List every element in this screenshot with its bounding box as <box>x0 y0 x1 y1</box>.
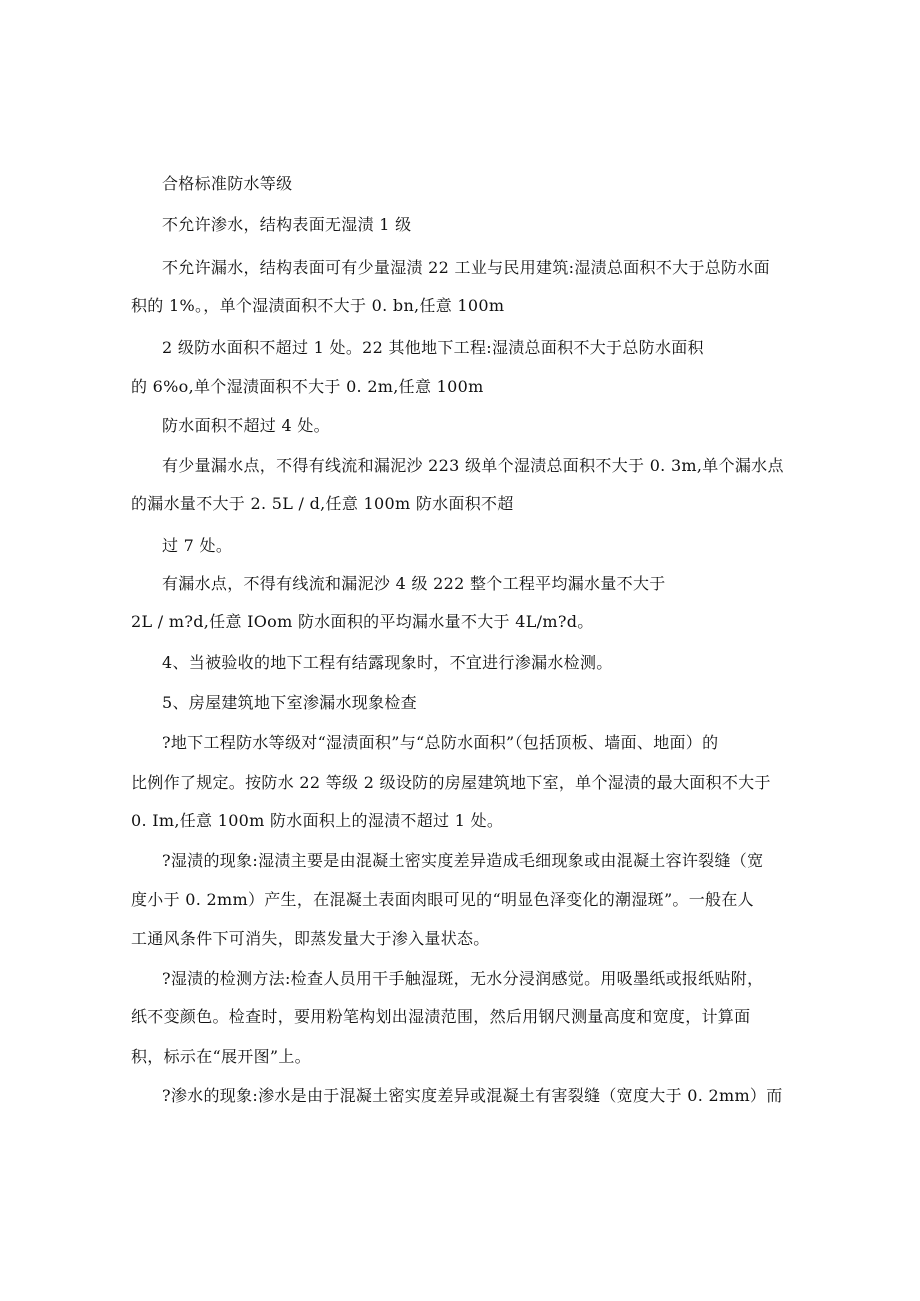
text-line: 有漏水点，不得有线流和漏泥沙 4 级 222 整个工程平均漏水量不大于 <box>162 574 666 593</box>
text-line: 不允许漏水，结构表面可有少量湿渍 22 工业与民用建筑:湿渍总面积不大于总防水面 <box>162 258 770 277</box>
text-line: 度小于 0. 2mm）产生，在混凝土表面肉眼可见的“明显色泽变化的潮湿斑”。一般在人 <box>131 890 754 909</box>
text-line: 2 级防水面积不超过 1 处。22 其他地下工程:湿渍总面积不大于总防水面积 <box>162 338 704 357</box>
text-line: 过 7 处。 <box>162 536 233 555</box>
text-line: 2L / m?d,任意 IOom 防水面积的平均漏水量不大于 4L/m?d。 <box>131 612 594 631</box>
text-line: 5、房屋建筑地下室渗漏水现象检查 <box>162 693 417 712</box>
text-line: 纸不变颜色。检查时，要用粉笔构划出湿渍范围，然后用钢尺测量高度和宽度，计算面 <box>131 1007 751 1026</box>
text-line: 的漏水量不大于 2. 5L / d,任意 100m 防水面积不超 <box>131 494 514 513</box>
text-line: 积，标示在“展开图”上。 <box>131 1047 311 1066</box>
text-line: 防水面积不超过 4 处。 <box>162 416 330 435</box>
text-line: 有少量漏水点，不得有线流和漏泥沙 223 级单个湿渍总面积不大于 0. 3m,单个漏水点 <box>162 456 784 475</box>
text-line: 的 6%o,单个湿渍面积不大于 0. 2m,任意 100m <box>131 377 484 396</box>
text-line: 工通风条件下可消失，即蒸发量大于渗入量状态。 <box>131 929 490 948</box>
text-line: 积的 1%。，单个湿渍面积不大于 0. bn,任意 100m <box>131 296 505 315</box>
text-line: ?湿渍的检测方法:检查人员用干手触湿斑，无水分浸润感觉。用吸墨纸或报纸贴附， <box>162 969 764 988</box>
text-line: ?渗水的现象:渗水是由于混凝土密实度差异或混凝土有害裂缝（宽度大于 0. 2mm）而 <box>162 1086 783 1105</box>
text-line: 比例作了规定。按防水 22 等级 2 级设防的房屋建筑地下室，单个湿渍的最大面积不大于 <box>131 773 771 792</box>
text-line: 4、当被验收的地下工程有结露现象时，不宜进行渗漏水检测。 <box>162 653 613 672</box>
text-line: ?地下工程防水等级对“湿渍面积”与“总防水面积”（包括顶板、墙面、地面）的 <box>162 733 719 752</box>
text-line: ?湿渍的现象:湿渍主要是由混凝土密实度差异造成毛细现象或由混凝土容许裂缝（宽 <box>162 851 764 870</box>
text-line: 合格标准防水等级 <box>162 174 293 193</box>
text-line: 不允许渗水，结构表面无湿渍 1 级 <box>162 215 412 234</box>
text-line: 0. Im,任意 100m 防水面积上的湿渍不超过 1 处。 <box>131 811 504 830</box>
